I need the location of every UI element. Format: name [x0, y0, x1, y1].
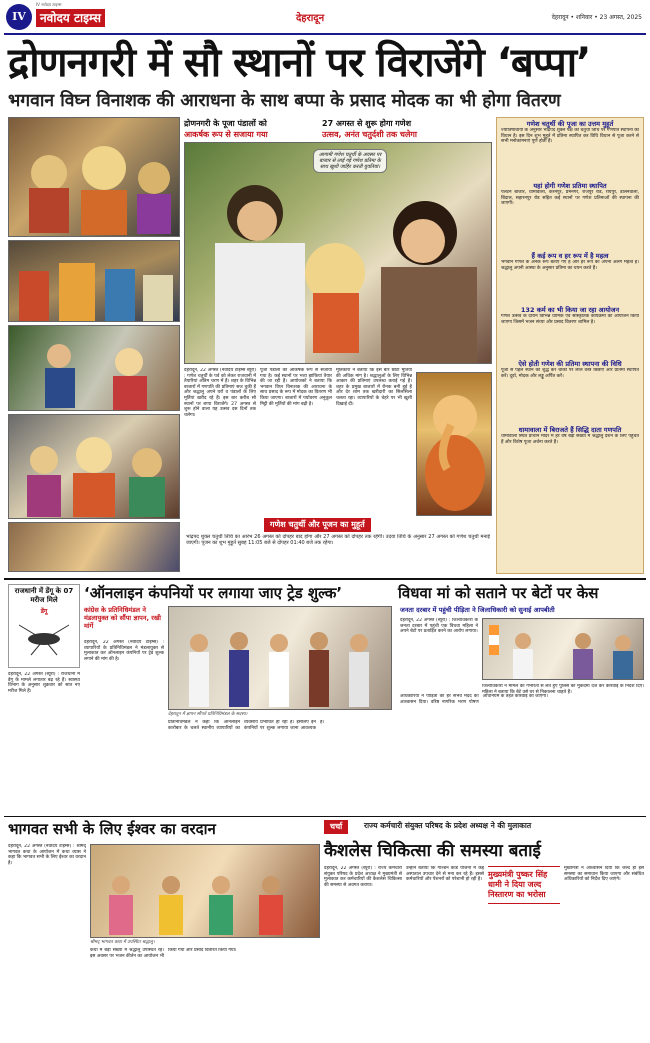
mosquito-icon: [9, 615, 79, 661]
story3-deck: जनता दरबार में पहुंची पीड़िता ने जिलाधिकारी को सुनाई आपबीती: [400, 606, 555, 614]
story2-body-1: देहरादून, 22 अगस्त (नवोदय टाइम्स) : व्यापारियों के प्रतिनिधिमंडल ने मंडलायुक्त से मुलाकात कर ऑनलाइन कंपनियों पर ट्रेड शुल्क लगाने की मांग की है।: [84, 640, 164, 662]
idol-figures: [9, 118, 180, 237]
delegation-figures: [169, 607, 392, 710]
masthead-rule: [4, 33, 646, 35]
sidebar-t1: ज्योतिषाचार्यों के अनुसार भाद्रपद शुक्ल पक्ष की चतुर्थी तिथि पर गणपति स्थापना का विधान है। इस दिन शुभ मुहूर्त में प्रतिमा स्थापित कर विधि विधान से पूजा करने से सभी मनोकामनाएं पूर्ण होती हैं।: [501, 128, 639, 145]
story5-body-1: देहरादून, 22 अगस्त (ब्यूरो) : राज्य कर्मचारी संयुक्त परिषद के प्रदेश अध्यक्ष ने मुख्यमंत्री से मुलाकात कर कर्मचारियों की कैशलेस चिकित्सा की समस्या से अवगत कराया।: [324, 866, 402, 888]
photo-ganesh-idols-5: [8, 522, 180, 572]
story4-headline: भागवत सभी के लिए ईश्वर का वरदान: [8, 820, 216, 838]
kicker-left: [184, 118, 306, 140]
photo-janata-darbar: [482, 618, 644, 680]
kicker-left-line-2: आकर्षक रूप से सजाया गया: [184, 130, 268, 139]
story5-tag: चर्चा: [324, 820, 348, 834]
muhurat-box: [184, 518, 492, 574]
photo-bhagwat-katha: [90, 844, 320, 938]
kicker-left-line-1: द्रोणनगरी के पूजा पंडालों को: [184, 119, 267, 128]
sidebar-h2: यहां होगी गणेश प्रतिमा स्थापित: [533, 182, 607, 190]
main-body-col-3: मूर्तिकारों ने बताया कि इस बार छोटी मूर्तियों की अधिक मांग है। श्रद्धालुओं के लिए विभिन्न आकार की प्रतिमाएं उपलब्ध कराई गई हैं। शहर के प्रमुख बाजारों में रौनक बनी हुई है और देर शाम तक खरीदारी का सिलसिला चलता रहा। व्यापारियों के चेहरे पर भी खुशी दिखाई दी।: [336, 368, 412, 407]
story2-deck: कांग्रेस के प्रतिनिधिमंडल ने मंडलायुक्त को सौंपा ज्ञापन, रखी मांगें: [84, 606, 161, 630]
story5-body-3: मुख्यमंत्री ने आश्वासन दिया कि जल्द ही इस समस्या का समाधान किया जाएगा और संबंधित अधिकारियों को निर्देश दिए जाएंगे।: [564, 866, 644, 883]
sidebar-t2: पलटन बाजार, धामावाला, करनपुर, प्रेमनगर, राजपुर रोड, रायपुर, डालनवाला, बिंदाल, सहारनपुर रोड सहित कई स्थानों पर गणेश प्रतिमाओं की स्थापना की जाएगी।: [501, 190, 639, 207]
photo-girls-with-ganesh: [184, 142, 492, 364]
story2-caption: देहरादून में ज्ञापन सौंपते प्रतिनिधिमंडल के सदस्य।: [168, 712, 248, 717]
sidebar-t4: गणेश उत्सव के दौरान विभिन्न धार्मिक एवं सांस्कृतिक कार्यक्रमों का आयोजन किया जाएगा जिसमें भजन संध्या और प्रसाद वितरण शामिल है।: [501, 314, 639, 325]
story5-body-2: उन्होंने बताया कि गोल्डन कार्ड योजना में कई अस्पताल उपचार देने से मना कर रहे हैं। इससे कर्मचारियों और पेंशनरों को परेशानी हो रही है।: [406, 866, 484, 883]
idol-market: [9, 415, 180, 519]
kicker-right-line-1: 27 अगस्त से शुरू होगा गणेश: [322, 119, 412, 128]
darbar-figures: [483, 619, 644, 680]
story4-body-2: कथा में बड़ी संख्या में श्रद्धालु उपस्थित रहे। इस अवसर पर भजन कीर्तन का आयोजन भी किया गया और प्रसाद वितरित किया गया।: [90, 948, 237, 959]
story3-body-2: जिलाधिकारी ने मामले को गंभीरता से लेते हुए पुलिस को मुकदमा दर्ज कर कार्रवाई के निर्देश दिए। महिला ने बताया कि बेटे उसे घर से निकालना चाहते हैं।: [482, 684, 644, 695]
kicker-right-line-2: उत्सव, अनंत चतुर्दशी तक चलेगा: [322, 130, 418, 139]
story5-headline: कैशलेस चिकित्सा की समस्या बताई: [324, 841, 541, 861]
sidebar-t6: धामावाला स्थित प्राचीन मंदिर में हर वर्ष बड़ी संख्या में श्रद्धालु दर्शन के लिए पहुंचते हैं और विशेष पूजा अर्चना करते हैं।: [501, 434, 639, 445]
main-body-col-2: पूजा पंडालों को आकर्षक रूप से सजाया गया है। कई स्थानों पर भव्य झांकियां तैयार की जा रही हैं। आयोजकों ने बताया कि भगवान विघ्न विनाशक की आराधना के साथ प्रसाद के रूप में मोदक का वितरण भी किया जाएगा। बाजारों में पर्यावरण अनुकूल मिट्टी की मूर्तियों की मांग बढ़ी है।: [260, 368, 332, 407]
story4-body-1: देहरादून, 22 अगस्त (नवोदय टाइम्स) : श्रीमद् भागवत कथा के आयोजन में कथा व्यास ने कहा कि भागवत सभी के लिए ईश्वर का वरदान है।: [8, 844, 86, 866]
kicker-right: [322, 118, 492, 140]
city-label: देहरादून: [296, 13, 325, 24]
girls-figures: [185, 143, 492, 364]
story4-caption: श्रीमद् भागवत कथा में उपस्थित श्रद्धालु।: [90, 940, 155, 945]
dengue-tag: डेंगू: [40, 608, 48, 615]
story5-kicker: राज्य कर्मचारी संयुक्त परिषद के प्रदेश अध्यक्ष ने की मुलाकात: [364, 821, 532, 830]
photo-ganesh-idols-1: [8, 117, 180, 237]
photo-ganesh-idols-3: [8, 325, 180, 411]
worker-scene: [9, 326, 180, 411]
story2-body-2: प्रतिनिधिमंडल ने कहा कि ऑनलाइन कारोबार के चलते स्थानीय व्यापारियों का व्यवसाय प्रभावित हो रहा है। इसलिए इन कंपनियों पर शुल्क लगाया जाना आवश्यक है।: [168, 720, 325, 731]
date-line: देहरादून • शनिवार • 23 अगस्त, 2025: [551, 14, 642, 21]
masthead: [0, 0, 650, 38]
sidebar-h1: गणेश चतुर्थी की पूजा का उत्तम मुहूर्त: [526, 120, 614, 128]
dengue-box: [8, 584, 80, 668]
section-divider-2: [4, 816, 646, 817]
sidebar-t3: भगवान गणेश के अनेक रूप बताए गए हैं और हर रूप का अपना अलग महत्व है। श्रद्धालु अपनी आस्था के अनुसार प्रतिमा का चयन करते हैं।: [501, 260, 639, 271]
sidebar-h5: ऐसे होती गणेश की प्रतिमा स्थापना की विधि: [518, 360, 622, 368]
story2-headline: ‘ऑनलाइन कंपनियों पर लगाया जाए ट्रेड शुल्क’: [84, 584, 343, 602]
dengue-body: देहरादून, 22 अगस्त (ब्यूरो) : राजधानी में डेंगू के मामले लगातार बढ़ रहे हैं। स्वास्थ्य विभाग के अनुसार शुक्रवार को सात नए मरीज मिले हैं।: [8, 672, 80, 694]
muhurat-text: भाद्रपद शुक्ल चतुर्थी तिथि का आरंभ 26 अगस्त को दोपहर बाद होगा और 27 अगस्त को दोपहर तक रहेगी। उदया तिथि के अनुसार 27 अगस्त को गणेश चतुर्थी मनाई जाएगी। पूजन का शुभ मुहूर्त सुबह 11:05 बजे से दोपहर 01:40 बजे तक रहेगा।: [186, 534, 490, 547]
sidebar: [496, 117, 644, 574]
sidebar-h3: हैं कई रूप व हर रूप में है महत्व: [531, 252, 609, 260]
page-number: IV: [6, 4, 32, 30]
photo-ganesh-idol-big: [416, 372, 492, 516]
dengue-title: राजधानी में डेंगू के 07 मरीज मिले: [14, 587, 74, 604]
photo-ganesh-idols-4: [8, 414, 180, 519]
section-divider-1: [4, 578, 646, 580]
muhurat-title: गणेश चतुर्थी और पूजन का मुहूर्त: [264, 518, 371, 532]
main-subheadline: भगवान विघ्न विनाशक की आराधना के साथ बप्पा के प्रसाद मोदक का भी होगा वितरण: [8, 91, 561, 111]
brand-logo: नवोदय टाइम्स: [36, 9, 105, 27]
story3-headline: विधवा मां को सताने पर बेटों पर केस: [398, 584, 599, 602]
sidebar-h4: 132 कर्म का भी किया जा रहा आयोजन: [520, 306, 620, 314]
story3-body-1: देहरादून, 22 अगस्त (ब्यूरो) : जिलाधिकारी के जनता दरबार में पहुंची एक विधवा महिला ने अपने बेटों पर प्रताड़ित करने का आरोप लगाया।: [400, 618, 478, 635]
photo-caption-bubble: आगामी गणेश चतुर्थी के अवसर पर बाजार से लाई गई गणेश प्रतिमा के साथ खुशी जाहिर करती युवतियां।: [313, 149, 387, 173]
market-scene: [9, 241, 180, 322]
main-body-col-1: देहरादून, 22 अगस्त (नवोदय टाइम्स ब्यूरो) : गणेश चतुर्थी के पर्व को लेकर राजधानी में तैयारियां अंतिम चरण में हैं। शहर के विभिन्न बाजारों में गणपति की प्रतिमाएं सज चुकी हैं और श्रद्धालु अपने घरों व पंडालों के लिए मूर्तियां खरीद रहे हैं। इस बार करीब सौ स्थानों पर बप्पा विराजेंगे। 27 अगस्त से शुरू होने वाला यह उत्सव दस दिनों तक चलेगा।: [184, 368, 256, 418]
sidebar-h6: धामावाला में बिराजते हैं सिद्धि दाता गणपति: [518, 426, 622, 434]
sidebar-t5: पूजा से पहले स्थान को शुद्ध कर चौकी पर लाल वस्त्र बिछाएं और प्रतिमा स्थापित करें। दूर्वा, मोदक और लड्डू अर्पित करें।: [501, 368, 639, 379]
ganesh-shape: [417, 373, 492, 516]
photo-delegation: [168, 606, 392, 710]
photo-ganesh-idols-2: [8, 240, 180, 322]
katha-audience: [91, 845, 320, 938]
story5-quote: मुख्यमंत्री पुष्कर सिंह धामी ने दिया जल्द निस्तारण का भरोसा: [488, 866, 560, 904]
story3-body-3: अधिकारियों ने पीड़िता को हर संभव मदद का आश्वासन दिया। वरिष्ठ नागरिक भरण पोषण अधिनियम के तहत कार्रवाई की जाएगी।: [400, 694, 548, 705]
small-masthead-note: IV नवोदय टाइम्स: [36, 2, 62, 7]
main-headline: द्रोणनगरी में सौ स्थानों पर विराजेंगे ‘बप्पा’: [8, 40, 591, 86]
